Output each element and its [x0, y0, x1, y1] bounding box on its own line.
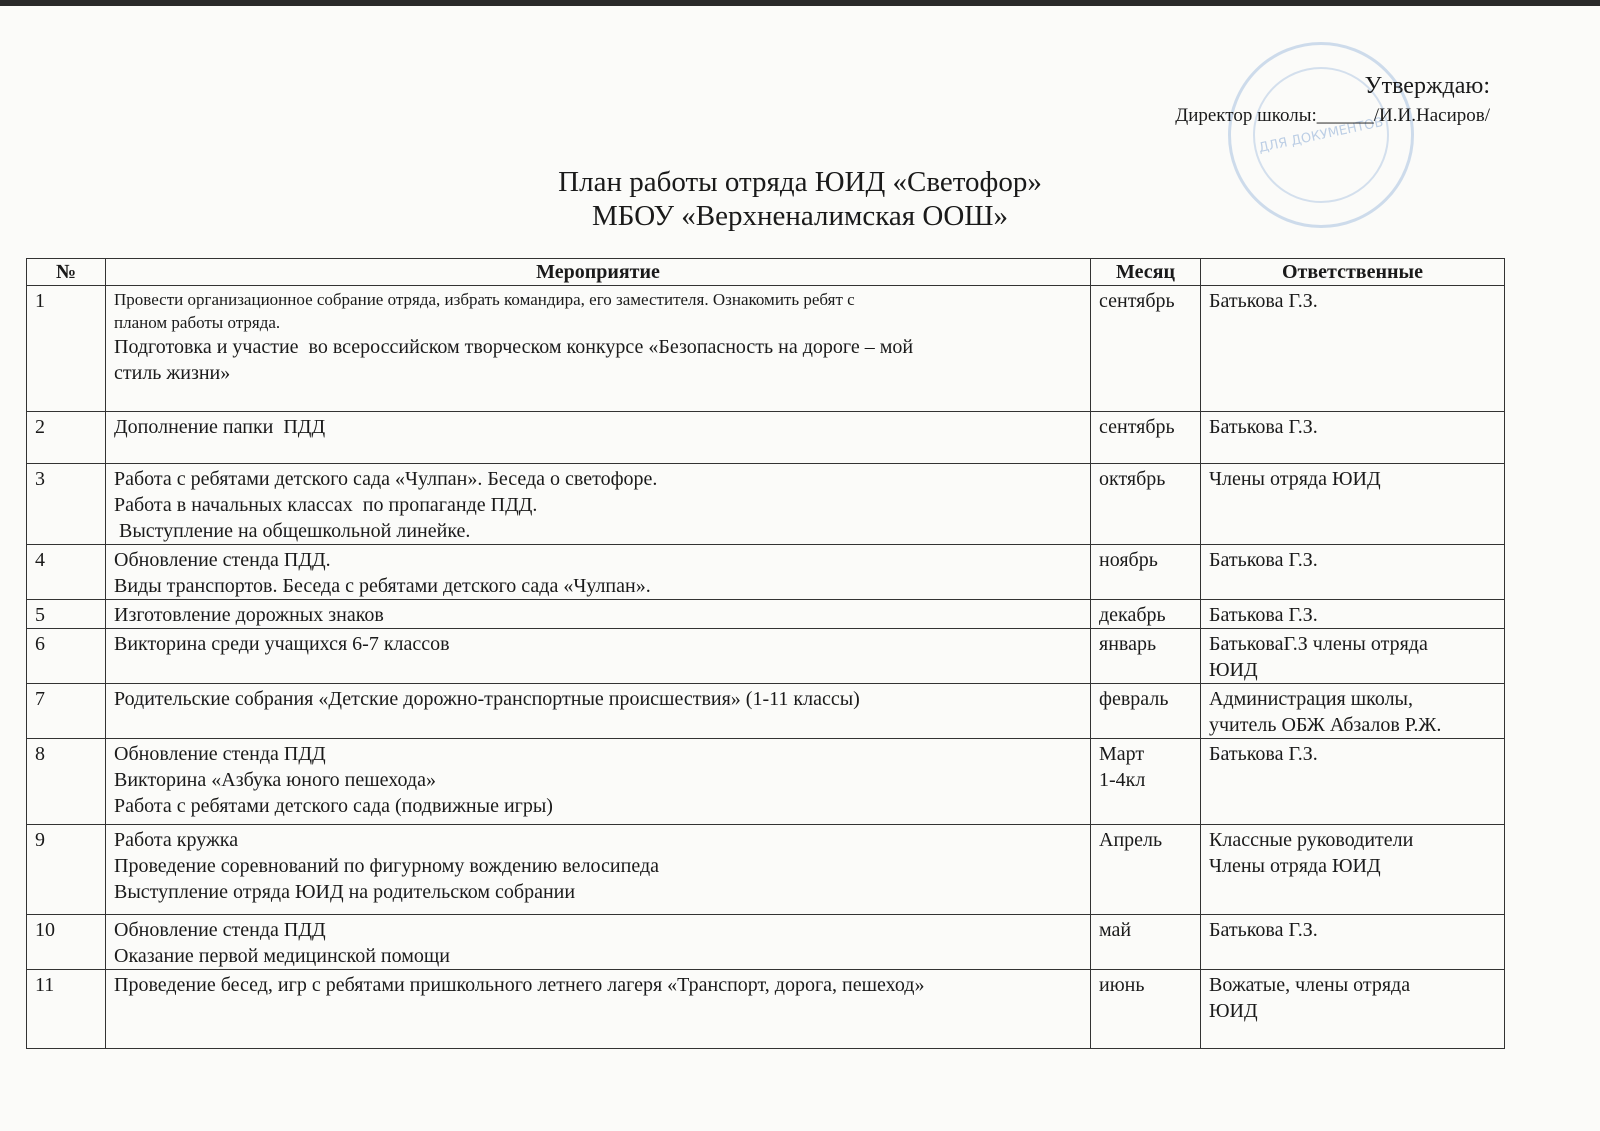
header-activity: Мероприятие — [106, 259, 1091, 286]
row-number: 2 — [27, 412, 106, 464]
activity-line: Родительские собрания «Детские дорожно-транспортные происшествия» (1-11 классы) — [114, 688, 860, 710]
activity-line: Проведение бесед, игр с ребятами пришкольного летнего лагеря «Транспорт, дорога, пешеход» — [114, 974, 925, 996]
row-activity — [106, 915, 1091, 970]
activity-line: Викторина среди учащихся 6-7 классов — [114, 633, 450, 655]
activity-line: Работа с ребятами детского сада (подвижные игры) — [114, 795, 553, 817]
row-responsible — [1201, 629, 1505, 684]
row-responsible — [1201, 739, 1505, 825]
row-month — [1091, 970, 1201, 1049]
month-line: май — [1099, 919, 1132, 941]
activity-line: Обновление стенда ПДД — [114, 919, 326, 941]
row-responsible — [1201, 412, 1505, 464]
month-line: сентябрь — [1099, 290, 1175, 312]
activity-line: Проведение соревнований по фигурному вождению велосипеда — [114, 855, 659, 877]
row-activity — [106, 464, 1091, 545]
month-line: июнь — [1099, 974, 1145, 996]
responsible-line: Батькова Г.З. — [1209, 919, 1318, 941]
row-activity — [106, 739, 1091, 825]
month-line: октябрь — [1099, 468, 1166, 490]
table-header-row — [27, 259, 1505, 286]
activity-line: Обновление стенда ПДД. — [114, 549, 331, 571]
plan-table — [26, 258, 1505, 1049]
row-number: 11 — [27, 970, 106, 1049]
row-activity — [106, 545, 1091, 600]
table-row — [27, 600, 1505, 629]
row-activity — [106, 412, 1091, 464]
month-line: 1-4кл — [1099, 769, 1146, 791]
row-month — [1091, 684, 1201, 739]
activity-line: Дополнение папки ПДД — [114, 416, 326, 438]
row-month — [1091, 629, 1201, 684]
row-responsible — [1201, 464, 1505, 545]
row-number: 4 — [27, 545, 106, 600]
table-row — [27, 970, 1505, 1049]
row-month — [1091, 915, 1201, 970]
row-month — [1091, 464, 1201, 545]
row-month — [1091, 600, 1201, 629]
row-number: 6 — [27, 629, 106, 684]
responsible-line: Батькова Г.З. — [1209, 549, 1318, 571]
responsible-line: Батькова Г.З. — [1209, 290, 1318, 312]
table-row — [27, 739, 1505, 825]
table-row — [27, 825, 1505, 915]
row-number: 5 — [27, 600, 106, 629]
table-row — [27, 629, 1505, 684]
month-line: Апрель — [1099, 829, 1163, 851]
table-row — [27, 286, 1505, 412]
activity-line: Выступление на общешкольной линейке. — [114, 520, 471, 542]
row-responsible — [1201, 825, 1505, 915]
page-subtitle: МБОУ «Верхненалимская ООШ» — [591, 200, 1009, 232]
responsible-line: ЮИД — [1209, 659, 1258, 681]
activity-line: Выступление отряда ЮИД на родительском собрании — [114, 881, 576, 903]
activity-line: Работа кружка — [114, 829, 239, 851]
approval-title: Утверждаю: — [1364, 73, 1490, 99]
row-number: 10 — [27, 915, 106, 970]
responsible-line: Члены отряда ЮИД — [1209, 855, 1381, 877]
month-line: январь — [1099, 633, 1157, 655]
page-title: План работы отряда ЮИД «Светофор» — [558, 166, 1042, 198]
activity-line: Виды транспортов. Беседа с ребятами детского сада «Чулпан». — [114, 575, 651, 597]
row-responsible — [1201, 970, 1505, 1049]
row-month — [1091, 545, 1201, 600]
header-number: № — [27, 259, 106, 286]
row-responsible — [1201, 286, 1505, 412]
responsible-line: Члены отряда ЮИД — [1209, 468, 1381, 490]
responsible-line: Администрация школы, — [1209, 688, 1413, 710]
header-responsible: Ответственные — [1201, 259, 1505, 286]
activity-line: Оказание первой медицинской помощи — [114, 945, 451, 967]
approval-block — [1175, 72, 1490, 128]
month-line: Март — [1099, 743, 1145, 765]
row-number: 3 — [27, 464, 106, 545]
row-responsible — [1201, 915, 1505, 970]
row-number: 9 — [27, 825, 106, 915]
row-number: 8 — [27, 739, 106, 825]
row-activity — [106, 629, 1091, 684]
header-month: Месяц — [1091, 259, 1201, 286]
row-activity — [106, 825, 1091, 915]
scan-top-edge — [0, 0, 1600, 6]
activity-line: Обновление стенда ПДД — [114, 743, 326, 765]
responsible-line: ЮИД — [1209, 1000, 1258, 1022]
month-line: ноябрь — [1099, 549, 1158, 571]
responsible-line: Классные руководители — [1209, 829, 1414, 851]
activity-line: Работа с ребятами детского сада «Чулпан». Беседа о светофоре. — [114, 468, 658, 490]
row-responsible — [1201, 545, 1505, 600]
row-month — [1091, 286, 1201, 412]
activity-line: Викторина «Азбука юного пешехода» — [114, 769, 436, 791]
activity-line: Работа в начальных классах по пропаганде ПДД. — [114, 494, 538, 516]
activity-line: стиль жизни» — [114, 362, 231, 384]
table-row — [27, 545, 1505, 600]
row-activity — [106, 684, 1091, 739]
row-number: 7 — [27, 684, 106, 739]
row-responsible — [1201, 684, 1505, 739]
row-activity — [106, 970, 1091, 1049]
stamp-text: ДЛЯ ДОКУМЕНТОВ — [1257, 114, 1385, 156]
responsible-line: БатьковаГ.З члены отряда — [1209, 633, 1428, 655]
responsible-line: Батькова Г.З. — [1209, 743, 1318, 765]
director-signature-line: Директор школы:______/И.И.Насиров/ — [1175, 105, 1490, 126]
activity-line: планом работы отряда. — [114, 313, 281, 332]
month-line: февраль — [1099, 688, 1169, 710]
row-month — [1091, 825, 1201, 915]
activity-line: Провести организационное собрание отряда, избрать командира, его заместителя. Ознакомить ребят с — [114, 290, 855, 309]
table-row — [27, 684, 1505, 739]
row-number: 1 — [27, 286, 106, 412]
responsible-line: Батькова Г.З. — [1209, 416, 1318, 438]
responsible-line: Вожатые, члены отряда — [1209, 974, 1411, 996]
month-line: декабрь — [1099, 604, 1166, 626]
row-activity — [106, 286, 1091, 412]
table-row — [27, 412, 1505, 464]
responsible-line: Батькова Г.З. — [1209, 604, 1318, 626]
row-month — [1091, 739, 1201, 825]
month-line: сентябрь — [1099, 416, 1175, 438]
row-month — [1091, 412, 1201, 464]
responsible-line: учитель ОБЖ Абзалов Р.Ж. — [1209, 714, 1442, 736]
table-row — [27, 915, 1505, 970]
activity-line: Подготовка и участие во всероссийском творческом конкурсе «Безопасность на дороге – мой — [114, 336, 914, 358]
table-row — [27, 464, 1505, 545]
activity-line: Изготовление дорожных знаков — [114, 604, 384, 626]
row-responsible — [1201, 600, 1505, 629]
row-activity — [106, 600, 1091, 629]
